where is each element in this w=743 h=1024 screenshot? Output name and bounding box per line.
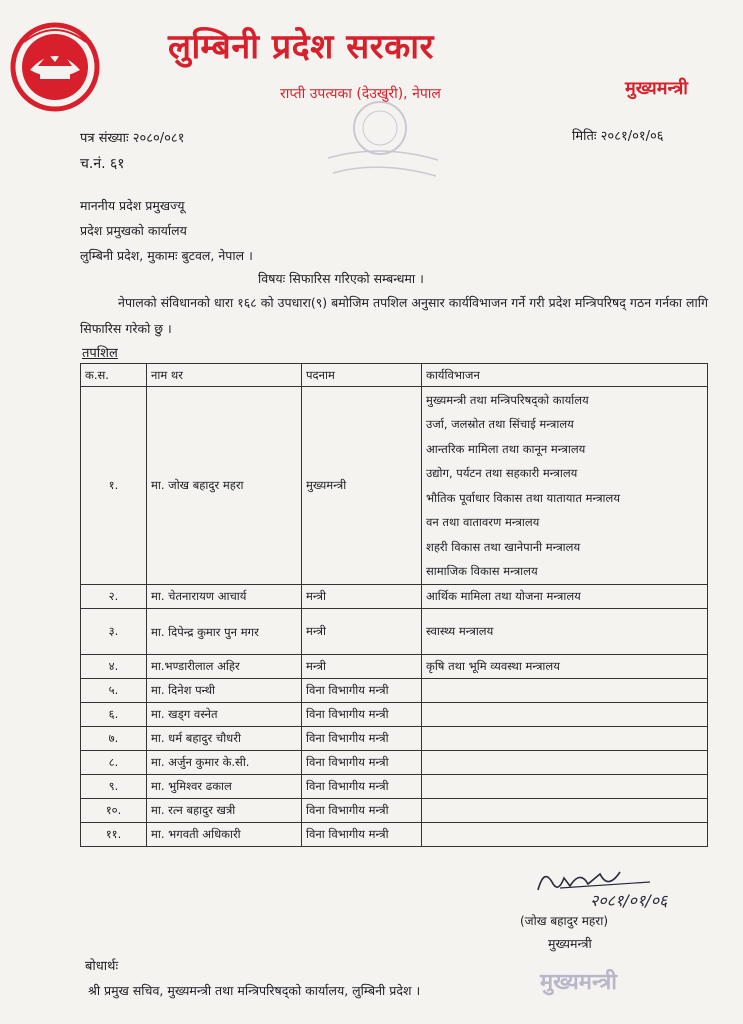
table-row: [81, 727, 708, 751]
department-cell: [422, 387, 708, 585]
department-item: वन तथा वातावरण मन्त्रालय: [426, 515, 540, 529]
cc-label: बोधार्थः: [85, 959, 119, 974]
title-cell: विना विभागीय मन्त्री: [302, 775, 422, 799]
department-item: उर्जा, जलस्रोत तथा सिंचाई मन्त्रालय: [426, 417, 574, 431]
title-cell: विना विभागीय मन्त्री: [302, 679, 422, 703]
name-cell: मा.भण्डारीलाल अहिर: [147, 655, 302, 679]
department-cell: [422, 799, 708, 823]
title-cell: विना विभागीय मन्त्री: [302, 727, 422, 751]
header-serial: क.स.: [81, 364, 147, 387]
serial-cell: १.: [81, 387, 147, 585]
department-item: मुख्यमन्त्री तथा मन्त्रिपरिषद्को कार्यालय: [426, 392, 589, 407]
name-cell: मा. भुमिश्वर ढकाल: [147, 775, 302, 799]
department-cell: [422, 775, 708, 799]
signatory-name: (जोख बहादुर महरा): [520, 914, 608, 928]
department-item: भौतिक पूर्वाधार विकास तथा यातायात मन्त्रालय: [426, 490, 620, 505]
government-emblem-icon: [10, 22, 100, 112]
department-cell: [422, 703, 708, 727]
serial-cell: ४.: [81, 655, 147, 679]
office-stamp: मुख्यमन्त्री: [540, 970, 617, 995]
table-row: [81, 775, 708, 799]
title-cell: विना विभागीय मन्त्री: [302, 703, 422, 727]
office-name: मुख्यमन्त्री: [625, 78, 688, 99]
signatory-title: मुख्यमन्त्री: [548, 936, 592, 951]
department-cell: [422, 751, 708, 775]
department-item: शहरी विकास तथा खानेपानी मन्त्रालय: [426, 539, 581, 554]
serial-cell: ३.: [81, 609, 147, 655]
table-row: [81, 585, 708, 609]
table-row: [81, 823, 708, 847]
header-department: कार्यविभाजन: [422, 364, 708, 387]
title-cell: विना विभागीय मन्त्री: [302, 823, 422, 847]
header-name: नाम थर: [147, 364, 302, 387]
department-cell: [422, 727, 708, 751]
organization-name: लुम्बिनी प्रदेश सरकार: [168, 27, 434, 67]
name-cell: मा. भगवती अधिकारी: [147, 823, 302, 847]
title-cell: विना विभागीय मन्त्री: [302, 751, 422, 775]
serial-cell: ६.: [81, 703, 147, 727]
recipient-line-2: प्रदेश प्रमुखको कार्यालय: [80, 223, 187, 238]
table-row: [81, 609, 708, 655]
department-cell: [422, 679, 708, 703]
title-cell: मन्त्री: [302, 585, 422, 609]
cabinet-allocation-table: [80, 363, 708, 847]
name-cell: मा. दिनेश पन्थी: [147, 679, 302, 703]
recipient-line-1: माननीय प्रदेश प्रमुखज्यू: [80, 198, 185, 213]
name-cell: मा. खड्ग वस्नेत: [147, 703, 302, 727]
header-title: पदनाम: [302, 364, 422, 387]
table-header-row: [81, 364, 708, 387]
section-label: तपशिल: [82, 346, 118, 361]
name-cell: मा. धर्म बहादुर चौधरी: [147, 727, 302, 751]
serial-cell: ९.: [81, 775, 147, 799]
name-cell: मा. अर्जुन कुमार के.सी.: [147, 751, 302, 775]
serial-cell: ११.: [81, 823, 147, 847]
department-cell: कृषि तथा भूमि व्यवस्था मन्त्रालय: [422, 655, 708, 679]
faint-seal-stamp: [318, 98, 448, 188]
handwritten-signature: [530, 860, 710, 920]
table-row: [81, 751, 708, 775]
table-row: [81, 387, 708, 585]
title-cell: मुख्यमन्त्री: [302, 387, 422, 585]
title-cell: मन्त्री: [302, 609, 422, 655]
department-cell: स्वास्थ्य मन्त्रालय: [422, 609, 708, 655]
signature-date: २०८१/०१/०६: [590, 891, 668, 910]
serial-cell: २.: [81, 585, 147, 609]
cc-recipient: श्री प्रमुख सचिव, मुख्यमन्त्री तथा मन्त्रिपरिषद्को कार्यालय, लुम्बिनी प्रदेश ।: [88, 983, 421, 998]
table-row: [81, 655, 708, 679]
title-cell: मन्त्री: [302, 655, 422, 679]
dispatch-number: च.नं. ६१: [80, 156, 125, 172]
serial-cell: ८.: [81, 751, 147, 775]
title-cell: विना विभागीय मन्त्री: [302, 799, 422, 823]
serial-cell: १०.: [81, 799, 147, 823]
department-cell: [422, 823, 708, 847]
organization-address: राप्ती उपत्यका (देउखुरी), नेपाल: [280, 86, 441, 102]
department-item: उद्योग, पर्यटन तथा सहकारी मन्त्रालय: [426, 466, 578, 480]
department-item: आन्तरिक मामिला तथा कानून मन्त्रालय: [426, 441, 586, 456]
name-cell: मा. दिपेन्द्र कुमार पुन मगर: [147, 609, 302, 655]
letter-number: पत्र संख्याः २०८०/०८१: [80, 131, 185, 146]
serial-cell: ७.: [81, 727, 147, 751]
name-cell: मा. रत्न बहादुर खत्री: [147, 799, 302, 823]
department-cell: आर्थिक मामिला तथा योजना मन्त्रालय: [422, 585, 708, 609]
body-paragraph: नेपालको संविधानको धारा १६८ को उपधारा(९) बमोजिम तपशिल अनुसार कार्यविभाजन गर्ने गरी प्रदेश मन्त्रिपरिषद् गठन गर्नका लागि सिफारिस गरेको छु ।: [80, 295, 708, 336]
table-row: [81, 703, 708, 727]
table-row: [81, 679, 708, 703]
subject-line: विषयः सिफारिस गरिएको सम्बन्धमा ।: [258, 271, 424, 286]
table-row: [81, 799, 708, 823]
recipient-line-3: लुम्बिनी प्रदेश, मुकामः बुटवल, नेपाल ।: [80, 248, 253, 263]
letter-date: मितिः २०८१/०१/०६: [572, 129, 664, 144]
department-item: सामाजिक विकास मन्त्रालय: [426, 564, 538, 578]
name-cell: मा. चेतनारायण आचार्य: [147, 585, 302, 609]
name-cell: मा. जोख बहादुर महरा: [147, 387, 302, 585]
serial-cell: ५.: [81, 679, 147, 703]
